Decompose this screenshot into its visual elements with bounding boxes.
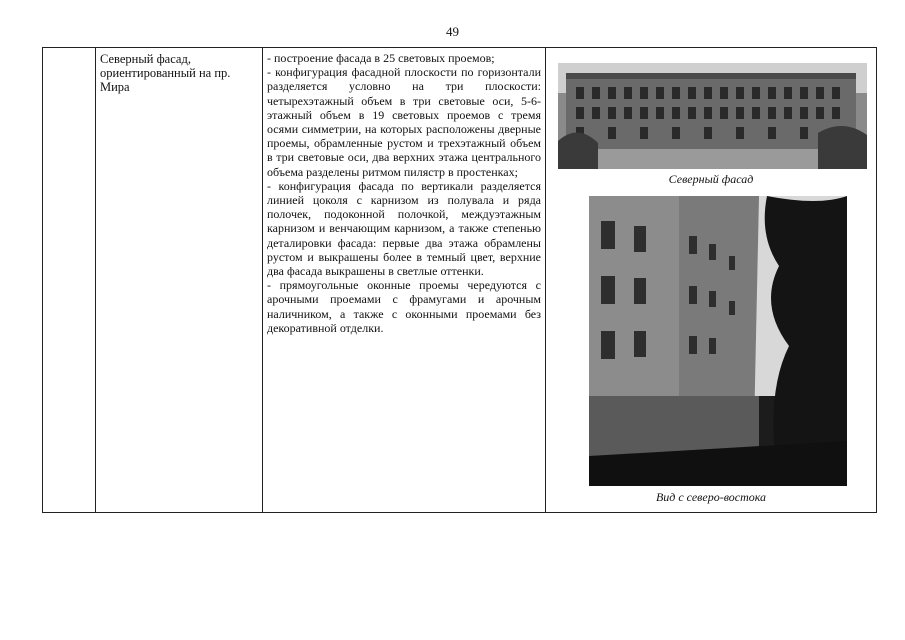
- description-item: - конфигурация фасадной плоскости по горизонтали разделяется условно на три плоскости: четырехэтажный объем в три световые оси, 5-6-этажный объем в 19 световых проемов с тремя осями симметрии, на которых расположены дверные проемы, обрамленные рустом и трехэтажный объем в три световые оси, два верхних этажа центрального объема разделены ритмом пилястр в простенках;: [267, 65, 541, 179]
- photo-cell: [546, 48, 877, 513]
- facade-table: [42, 47, 877, 513]
- description-item: - прямоугольные оконные проемы чередуются с арочными проемами с фрамугами и арочным наличником, а также с оконными проемами без декоративной отделки.: [267, 278, 541, 335]
- number-cell: [43, 48, 96, 513]
- facade-name-cell: [96, 48, 263, 513]
- description-item: - построение фасада в 25 световых проемов;: [267, 51, 495, 65]
- north-facade-caption: Северный фасад: [668, 172, 754, 186]
- description-item: - конфигурация фасада по вертикали разделяется линией цоколя с карнизом из полувала и ряда полочек, подоконной полочкой, междуэтажным карнизом и венчающим карнизом, а также степенью деталировки фасада: первые два этажа обрамлены рустом и выкрашены более в темный цвет, верхние два фасада выкрашены в светлые оттенки.: [267, 178, 541, 279]
- facade-description: [263, 48, 545, 335]
- table-row: [43, 48, 877, 513]
- north-facade-photo: [558, 63, 867, 169]
- northeast-view-photo: [589, 196, 847, 486]
- northeast-view-caption: Вид с северо-востока: [655, 490, 767, 504]
- description-cell: [263, 48, 546, 513]
- facade-name: Северный фасад, ориентированный на пр. Мира: [100, 52, 231, 94]
- page-number: 49: [446, 24, 459, 39]
